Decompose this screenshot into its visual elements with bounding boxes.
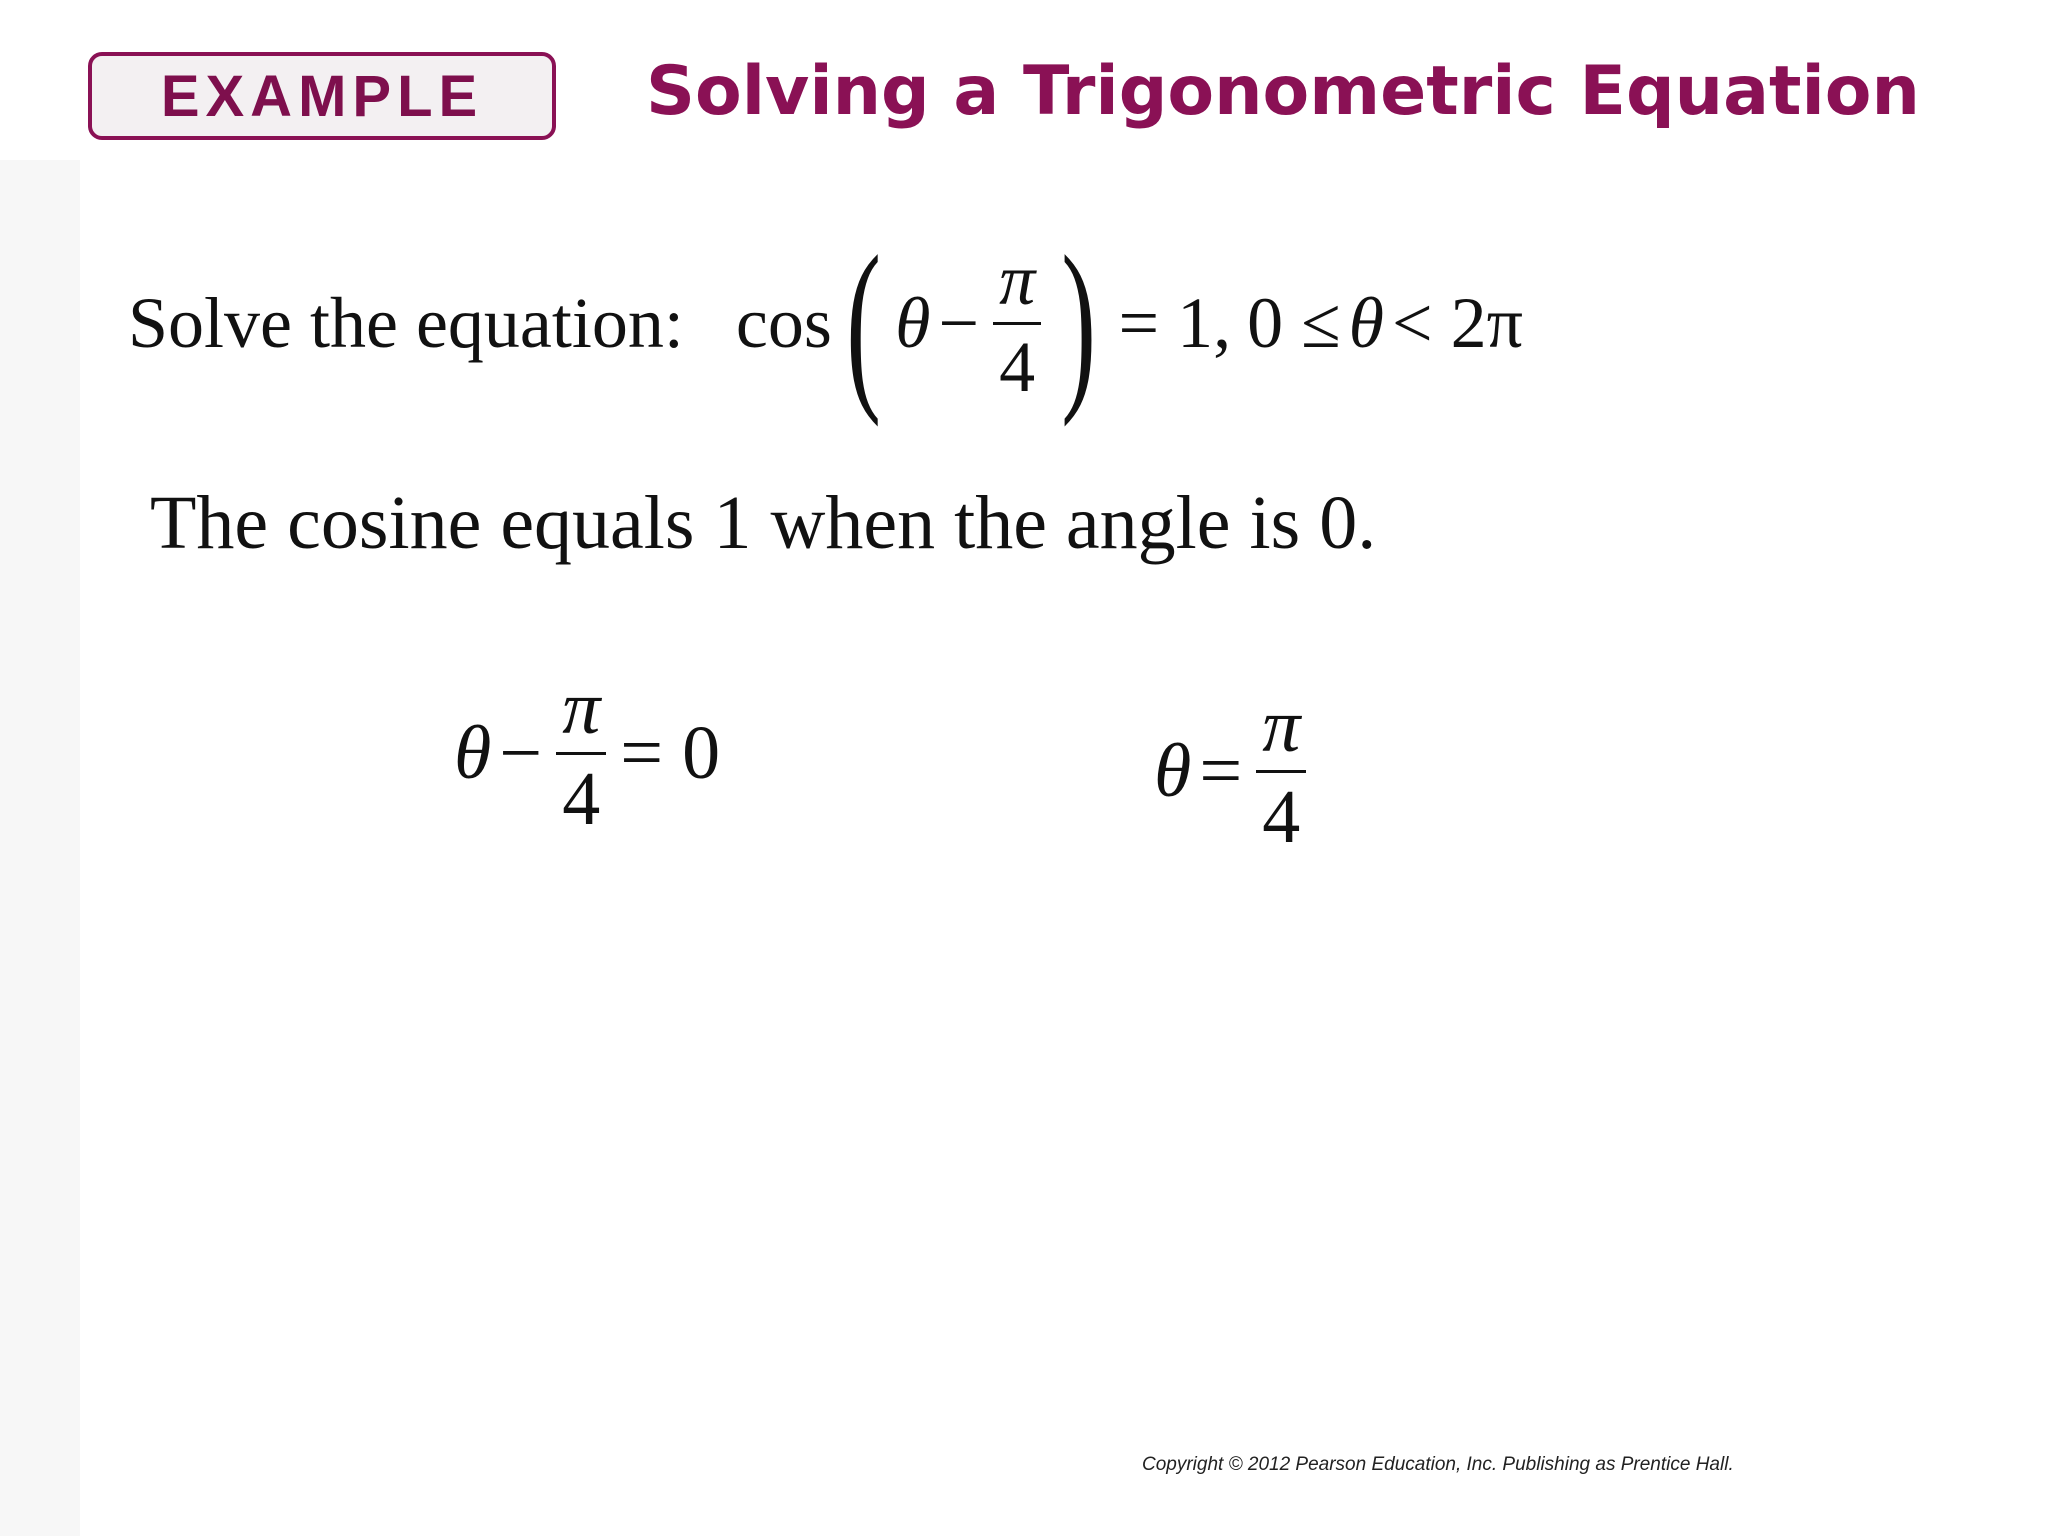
fraction-numerator: π bbox=[1262, 684, 1301, 768]
fraction-denominator: 4 bbox=[999, 326, 1036, 407]
fraction-bar bbox=[1256, 770, 1306, 773]
domain-lower: 0 ≤ bbox=[1247, 282, 1341, 363]
fraction-bar bbox=[993, 322, 1041, 325]
minus-sign: − bbox=[938, 282, 980, 363]
pi-over-4-fraction bbox=[556, 666, 606, 841]
pi-over-4-fraction bbox=[993, 239, 1041, 407]
cos-function: cos bbox=[735, 282, 832, 363]
slide-title: Solving a Trigonometric Equation bbox=[646, 52, 1920, 131]
fraction-numerator: π bbox=[562, 666, 601, 750]
example-badge bbox=[88, 52, 556, 140]
theta-var: θ bbox=[1154, 729, 1192, 813]
side-shade bbox=[0, 160, 80, 1536]
fraction-bar bbox=[556, 752, 606, 755]
step-equation-2 bbox=[1154, 684, 1312, 859]
explanation-text: The cosine equals 1 when the angle is 0. bbox=[150, 481, 1377, 565]
problem-equation bbox=[128, 218, 1531, 428]
domain-theta: θ bbox=[1348, 282, 1384, 363]
theta-var: θ bbox=[454, 711, 492, 795]
example-label: EXAMPLE bbox=[160, 63, 484, 129]
equals-zero: = 0 bbox=[620, 711, 721, 795]
theta-var: θ bbox=[895, 282, 931, 363]
fraction-numerator: π bbox=[999, 239, 1036, 320]
problem-prompt: Solve the equation: bbox=[128, 282, 684, 363]
domain-upper: < 2π bbox=[1392, 282, 1523, 363]
equals-sign: = bbox=[1199, 729, 1243, 813]
equals-one: = 1, bbox=[1118, 282, 1232, 363]
open-paren: ( bbox=[846, 218, 881, 428]
step-equation-1 bbox=[454, 666, 728, 841]
fraction-denominator: 4 bbox=[562, 757, 601, 841]
minus-sign: − bbox=[499, 711, 543, 795]
fraction-denominator: 4 bbox=[1262, 775, 1301, 859]
close-paren: ) bbox=[1061, 218, 1097, 428]
copyright-notice: Copyright © 2012 Pearson Education, Inc. Publishing as Prentice Hall. bbox=[1142, 1454, 1734, 1475]
pi-over-4-fraction bbox=[1256, 684, 1306, 859]
